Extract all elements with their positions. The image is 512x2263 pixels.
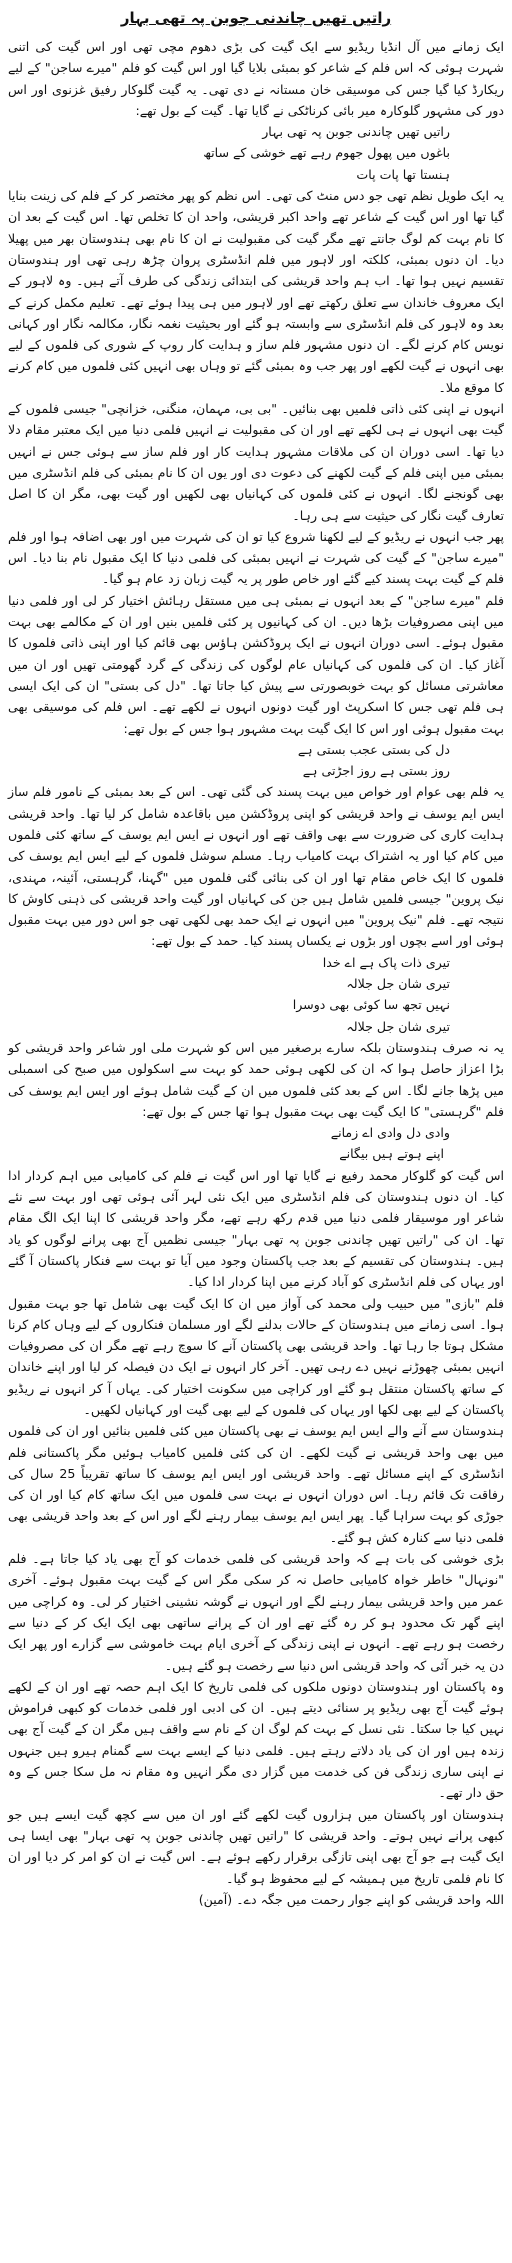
paragraph: یہ ایک طویل نظم تھی جو دس منٹ کی تھی۔ اس نظم کو پھر مختصر کر کے فلم کی زینت بنایا گیا تھا اور اس گیت کے شاعر تھے واحد اکبر قریشی، واحد ان کا تخلص تھا۔ اس گیت کے بعد ان کا نام بہت کم لوگ جانتے تھے مگر گیت کی مقبولیت نے ان کا نام بھی ہندوستان بھر میں پھیلا دیا۔ ان دنوں بمبئی، کلکتہ اور لاہور میں فلم انڈسٹری پروان چڑھ رہی تھی اور ہندوستان تقسیم نہیں ہوا تھا۔ اب ہم واحد قریشی کی ابتدائی زندگی کی طرف آتے ہیں۔ وہ لاہور کے ایک معروف خاندان سے تعلق رکھتے تھے اور لاہور میں ہی پیدا ہوئے تھے۔ تعلیم مکمل کرنے کے بعد وہ لاہور کی فلم انڈسٹری سے وابستہ ہو گئے اور بحیثیت نغمہ نگار، مکالمہ نگار اور کہانی نویس کام کرنے لگے۔ ان دنوں مشہور فلم ساز و ہدایت کار روپ کے شوری کی فلموں کے لیے بھی انہوں نے گیت لکھے اور پھر جب وہ بمبئی گئے تو وہاں بھی انہیں کئی فلموں میں کام کرنے کا موقع ملا۔ <box>8 188 504 395</box>
closing-prayer: اللہ واحد قریشی کو اپنے جوار رحمت میں جگہ دے۔ (آمین) <box>198 1891 504 1907</box>
article-title: راتیں تھیں چاندنی جوبن پہ تھی بہار <box>120 9 392 27</box>
paragraph: وہ پاکستان اور ہندوستان دونوں ملکوں کی فلمی تاریخ کا ایک اہم حصہ تھے اور ان کے لکھے ہوئے گیت آج بھی ریڈیو پر سنائی دیتے ہیں۔ ان کی ادبی اور فلمی خدمات کو کبھی فراموش نہیں کیا جا سکتا۔ نئی نسل کے بہت کم لوگ ان کے نام سے واقف ہیں مگر ان کے گیت آج بھی زندہ ہیں اور ان کی یاد دلاتے رہتے ہیں۔ فلمی دنیا کے ایسے بہت سے گمنام ہیرو ہیں جنہوں نے اپنی ساری زندگی فن کی خدمت میں گزار دی مگر انہیں وہ مقام نہ مل سکا جس کے وہ حق دار تھے۔ <box>8 1678 504 1801</box>
verse-line: وادی دل وادی اے زمانے <box>330 1125 450 1141</box>
verse-line: نہیں تجھ سا کوئی بھی دوسرا <box>292 997 450 1013</box>
verse-line: باغوں میں پھول جھوم رہے تھے خوشی کے ساتھ <box>203 145 450 161</box>
paragraph: فلم "بازی" میں حبیب ولی محمد کی آواز میں ان کا ایک گیت بھی شامل تھا جو بہت مقبول ہوا۔ اسی زمانے میں ہندوستان کے حالات بدلنے لگے اور مسلمان فنکاروں کے لیے وہاں کام کرنا مشکل ہوتا جا رہا تھا۔ واحد قریشی بھی پاکستان آنے کا سوچ رہے تھے مگر ان کی مصروفیات انہیں بمبئی چھوڑنے نہیں دے رہی تھیں۔ آخر کار انہوں نے ایک دن فیصلہ کر لیا اور اپنے خاندان کے ساتھ پاکستان منتقل ہو گئے اور کراچی میں سکونت اختیار کی۔ یہاں آ کر انہوں نے ریڈیو پاکستان کے لیے بھی لکھا اور یہاں کی فلموں کے لیے بھی گیت اور کہانیاں لکھیں۔ <box>8 1295 504 1417</box>
verse-line: اپنے ہوتے ہیں بیگانے <box>339 1146 444 1162</box>
verse-line: تیری ذات پاک ہے اے خدا <box>322 954 450 970</box>
paragraph: ایک زمانے میں آل انڈیا ریڈیو سے ایک گیت کی بڑی دھوم مچی تھی اور اس گیت کی اتنی شہرت ہوئی کہ اس فلم کے شاعر کو بمبئی بلایا گیا اور اس گیت کو فلم "میرے ساجن" کے لیے ریکارڈ کیا گیا جس کی موسیقی خان مستانہ نے دی تھی۔ یہ گیت گلوکار رفیق غزنوی اور اس دور کی مشہور گلوکارہ میر بائی کرناٹکی نے گایا تھا۔ گیت کے بول تھے: <box>8 39 504 118</box>
verse-line: تیری شان جل جلالہ <box>346 976 450 992</box>
paragraph: انہوں نے اپنی کئی ذاتی فلمیں بھی بنائیں۔ "بی بی، مہمان، منگنی، خزانچی" جیسی فلموں کے گیت بھی انہوں نے ہی لکھے تھے اور ان کی مقبولیت نے انہیں فلمی دنیا میں ایک معتبر مقام دلا دیا تھا۔ اسی دوران ان کی ملاقات مشہور ہدایت کار اور فلم ساز سے ہوئی جس نے انہیں بمبئی میں اپنی فلم کے گیت لکھنے کی دعوت دی اور یوں ان کا نام بمبئی کی فلم انڈسٹری میں بھی گونجنے لگا۔ انہوں نے کئی فلموں کی کہانیاں بھی لکھیں اور گیت بھی، مگر ان کا اصل تعارف گیت نگار کی حیثیت سے ہی رہا۔ <box>8 401 504 523</box>
paragraph: ہندوستان اور پاکستان میں ہزاروں گیت لکھے گئے اور ان میں سے کچھ گیت ایسے ہیں جو کبھی پرانے نہیں ہوتے۔ واحد قریشی کا "راتیں تھیں چاندنی جوبن پہ تھی بہار" بھی ایسا ہی ایک گیت ہے جو آج بھی اپنی تازگی برقرار رکھے ہوئے ہے۔ اس گیت نے ان کو امر کر دیا اور ان کا نام فلمی تاریخ میں ہمیشہ کے لیے محفوظ ہو گیا۔ <box>8 1806 504 1886</box>
paragraph: یہ نہ صرف ہندوستان بلکہ سارے برصغیر میں اس کو شہرت ملی اور شاعر واحد قریشی کو بڑا اعزاز حاصل ہوا کہ ان کی لکھی ہوئی حمد کو بہت سے اسکولوں میں صبح کی اسمبلی میں پڑھا جانے لگا۔ اس کے بعد کئی فلموں میں ان کے گیت شامل ہوئے اور ایس ایم یوسف کی فلم "گرہستی" کا ایک گیت بھی بہت مقبول ہوا تھا جس کے بول تھے: <box>8 1039 504 1119</box>
verse-line: ہنستا تھا پات پات <box>356 166 450 182</box>
paragraph: فلم "میرے ساجن" کے بعد انہوں نے بمبئی ہی میں مستقل رہائش اختیار کر لی اور فلمی دنیا میں اپنی مصروفیات بڑھا دیں۔ ان کی کہانیوں پر کئی فلمیں بنیں اور ان کے مکالمے بھی بہت مقبول ہوئے۔ اسی دوران انہوں نے ایک پروڈکشن ہاؤس بھی قائم کیا اور اپنی ذاتی فلموں کا آغاز کیا۔ ان کی فلموں کی کہانیاں عام لوگوں کی زندگی کے گرد گھومتی تھیں اور ان میں معاشرتی مسائل کو بہت خوبصورتی سے پیش کیا جاتا تھا۔ "دل کی بستی" ان کی ایک ایسی ہی فلم تھی جس کا اسکرپٹ اور گیت دونوں انہوں نے لکھے تھے۔ اس فلم کی موسیقی بھی بہت مقبول ہوئی اور اس کا ایک گیت بہت مشہور ہوا جس کے بول تھے: <box>8 592 504 736</box>
verse-line: راتیں تھیں چاندنی جوبن پہ تھی بہار <box>262 124 450 140</box>
paragraph: ہندوستان سے آنے والے ایس ایم یوسف نے بھی پاکستان میں کئی فلمیں بنائیں اور ان کی فلموں میں بھی واحد قریشی نے گیت لکھے۔ ان کی کئی فلمیں کامیاب ہوئیں مگر پاکستانی فلم انڈسٹری کے اپنے مسائل تھے۔ واحد قریشی اور ایس ایم یوسف کا ساتھ تقریباً 25 سال کی رفاقت تک قائم رہا۔ اس دوران انہوں نے بہت سی فلموں میں ایک ساتھ کام کیا اور ان کی جوڑی کو بہت سراہا گیا۔ پھر ایس ایم یوسف بیمار رہنے لگے اور اس کے بعد واحد قریشی بھی فلمی دنیا سے کنارہ کش ہو گئے۔ <box>8 1423 504 1545</box>
paragraph: یہ فلم بھی عوام اور خواص میں بہت پسند کی گئی تھی۔ اس کے بعد بمبئی کے نامور فلم ساز ایس ایم یوسف نے واحد قریشی کو اپنی پروڈکشن میں باقاعدہ شامل کر لیا تھا۔ واحد قریشی ہدایت کاری کی ضرورت سے بھی واقف تھے اور انہوں نے ایس ایم یوسف کے ساتھ کئی فلموں میں کام کیا اور یہ اشتراک بہت کامیاب رہا۔ مسلم سوشل فلموں کے لیے ایس ایم یوسف کی فلموں کا ایک خاص مقام تھا اور ان کی بنائی گئی فلموں میں "گہنا، گرہستی، آئینہ، مہندی، نیک پروین" جیسی فلمیں شامل ہیں جن کی کہانیاں اور گیت واحد قریشی کی ذہنی کاوش کا نتیجہ تھے۔ فلم "نیک پروین" میں انہوں نے ایک حمد بھی لکھی تھی جو اس دور میں بہت مقبول ہوئی اور اسے بچوں اور بڑوں نے یکساں پسند کیا۔ حمد کے بول تھے: <box>8 784 504 949</box>
verse-line: دل کی بستی عجب بستی ہے <box>297 741 450 757</box>
paragraph: اس گیت کو گلوکار محمد رفیع نے گایا تھا اور اس گیت نے فلم کی کامیابی میں اہم کردار ادا کیا۔ ان دنوں ہندوستان کی فلم انڈسٹری میں ایک نئی لہر آئی ہوئی تھی اور بہت سے نئے شاعر اور موسیقار فلمی دنیا میں قدم رکھ رہے تھے، مگر واحد قریشی کا اپنا ایک الگ مقام تھا۔ ان کی "راتیں تھیں چاندنی جوبن پہ تھی بہار" جیسی نظمیں آج بھی پرانے لوگوں کو یاد ہیں۔ ہندوستان کی تقسیم کے بعد جب پاکستان وجود میں آیا تو بہت سے فنکار پاکستان آ گئے اور یہاں کی فلم انڈسٹری کو آباد کرنے میں اپنا کردار ادا کیا۔ <box>8 1167 504 1290</box>
article-body <box>8 36 504 1910</box>
paragraph: بڑی خوشی کی بات ہے کہ واحد قریشی کی فلمی خدمات کو آج بھی یاد کیا جاتا ہے۔ فلم "نونہال" خاطر خواہ کامیابی حاصل نہ کر سکی مگر اس کے گیت بہت مقبول ہوئے۔ آخری عمر میں واحد قریشی بیمار رہنے لگے اور انہوں نے گوشہ نشینی اختیار کر لی۔ وہ کراچی میں اپنے گھر تک محدود ہو کر رہ گئے تھے اور ان کے پرانے ساتھی بھی ایک ایک کر کے دنیا سے رخصت ہو رہے تھے۔ انہوں نے اپنی زندگی کے آخری ایام بہت خاموشی سے گزارے اور پھر ایک دن یہ خبر آئی کہ واحد قریشی اس دنیا سے رخصت ہو گئے ہیں۔ <box>8 1551 504 1673</box>
verse-line: تیری شان جل جلالہ <box>346 1018 450 1034</box>
paragraph: پھر جب انہوں نے ریڈیو کے لیے لکھنا شروع کیا تو ان کی شہرت میں اور بھی اضافہ ہوا اور فلم "میرے ساجن" کے گیت کی شہرت نے انہیں بمبئی کی فلمی دنیا کا ایک مقبول نام بنا دیا۔ اس فلم کے گیت بہت پسند کیے گئے اور خاص طور پر یہ گیت زبان زد عام ہو گیا۔ <box>8 528 504 587</box>
verse-line: روز بستی ہے روز اجڑتی ہے <box>302 763 450 779</box>
